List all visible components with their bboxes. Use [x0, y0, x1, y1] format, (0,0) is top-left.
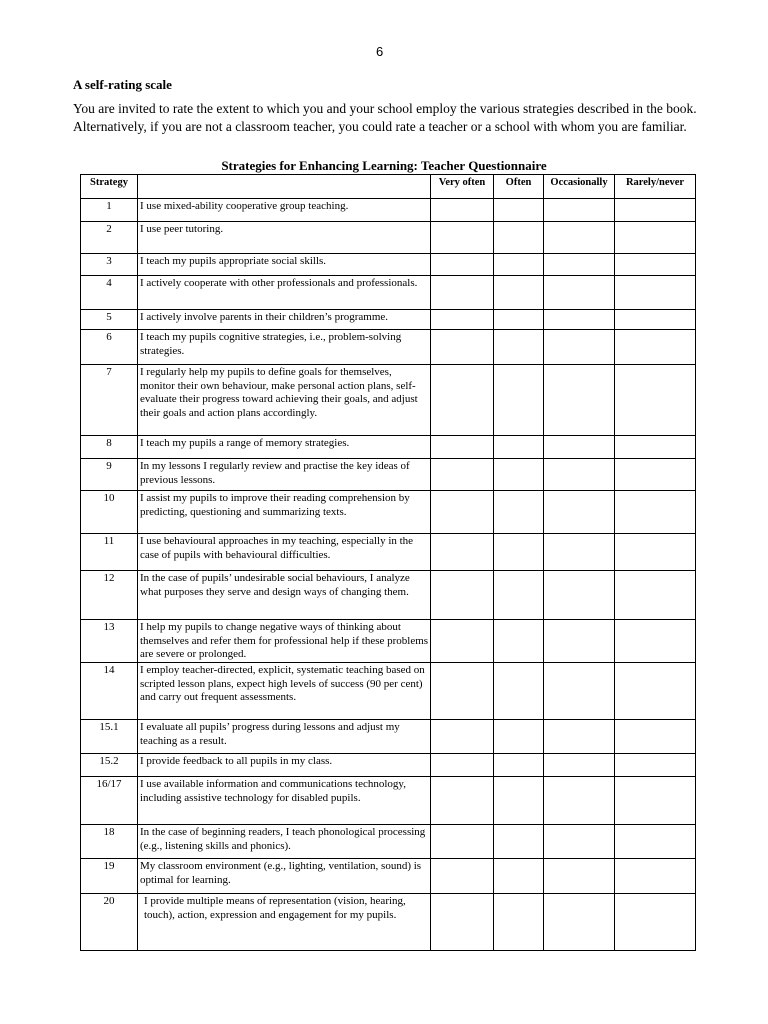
strategy-statement: In the case of beginning readers, I teach phonological processing (e.g., listening skills and phonics). [138, 825, 431, 859]
strategy-number: 14 [81, 663, 138, 720]
strategy-statement: My classroom environment (e.g., lighting, ventilation, sound) is optimal for learning. [138, 859, 431, 894]
table-row [81, 436, 696, 459]
table-row [81, 310, 696, 330]
strategy-number: 5 [81, 310, 138, 330]
section-heading: A self-rating scale [73, 77, 172, 92]
strategy-statement: In the case of pupils’ undesirable social behaviours, I analyze what purposes they serve and design ways of changing them. [138, 571, 431, 620]
strategy-statement: I teach my pupils cognitive strategies, i.e., problem-solving strategies. [138, 330, 431, 365]
rating-cell-very-often[interactable] [431, 859, 494, 894]
rating-cell-often[interactable] [494, 222, 544, 254]
rating-cell-very-often[interactable] [431, 222, 494, 254]
rating-cell-very-often[interactable] [431, 534, 494, 571]
rating-cell-rarely-never[interactable] [615, 825, 696, 859]
table-row [81, 491, 696, 534]
strategy-statement: I teach my pupils a range of memory strategies. [138, 436, 431, 459]
table-row [81, 534, 696, 571]
col-header-rarely-never: Rarely/never [615, 175, 696, 199]
strategy-statement: I regularly help my pupils to define goals for themselves, monitor their own behaviour, make personal action plans, self-evaluate their progress toward achieving their goals, and adjust their goals and action plans accordingly. [138, 365, 431, 436]
table-row [81, 571, 696, 620]
rating-cell-rarely-never[interactable] [615, 754, 696, 777]
table-row [81, 199, 696, 222]
rating-cell-often[interactable] [494, 436, 544, 459]
rating-cell-rarely-never[interactable] [615, 620, 696, 663]
table-row [81, 222, 696, 254]
strategy-number: 18 [81, 825, 138, 859]
rating-cell-occasionally[interactable] [544, 436, 615, 459]
strategy-statement: I provide multiple means of representation (vision, hearing, touch), action, expression and engagement for my pupils. [138, 894, 431, 951]
rating-cell-rarely-never[interactable] [615, 663, 696, 720]
rating-cell-very-often[interactable] [431, 491, 494, 534]
strategy-number: 11 [81, 534, 138, 571]
rating-cell-very-often[interactable] [431, 199, 494, 222]
rating-cell-often[interactable] [494, 534, 544, 571]
rating-cell-occasionally[interactable] [544, 222, 615, 254]
rating-cell-often[interactable] [494, 777, 544, 825]
rating-cell-very-often[interactable] [431, 720, 494, 754]
strategy-statement: I actively involve parents in their children’s programme. [138, 310, 431, 330]
rating-cell-rarely-never[interactable] [615, 276, 696, 310]
table-row [81, 663, 696, 720]
rating-cell-occasionally[interactable] [544, 330, 615, 365]
rating-cell-occasionally[interactable] [544, 534, 615, 571]
rating-cell-often[interactable] [494, 310, 544, 330]
rating-cell-occasionally[interactable] [544, 491, 615, 534]
strategy-statement: I evaluate all pupils’ progress during lessons and adjust my teaching as a result. [138, 720, 431, 754]
rating-cell-occasionally[interactable] [544, 720, 615, 754]
strategy-number: 1 [81, 199, 138, 222]
questionnaire-table [80, 174, 696, 951]
strategy-statement: I use available information and communications technology, including assistive technology for disabled pupils. [138, 777, 431, 825]
strategy-statement: I help my pupils to change negative ways of thinking about themselves and refer them for professional help if these problems are severe or prolonged. [138, 620, 431, 663]
rating-cell-rarely-never[interactable] [615, 777, 696, 825]
rating-cell-often[interactable] [494, 491, 544, 534]
strategy-number: 4 [81, 276, 138, 310]
col-header-often: Often [494, 175, 544, 199]
rating-cell-rarely-never[interactable] [615, 330, 696, 365]
rating-cell-occasionally[interactable] [544, 663, 615, 720]
rating-cell-often[interactable] [494, 276, 544, 310]
rating-cell-occasionally[interactable] [544, 754, 615, 777]
table-row [81, 459, 696, 491]
rating-cell-often[interactable] [494, 330, 544, 365]
rating-cell-occasionally[interactable] [544, 254, 615, 276]
rating-cell-occasionally[interactable] [544, 365, 615, 436]
col-header-strategy: Strategy [81, 175, 138, 199]
rating-cell-very-often[interactable] [431, 254, 494, 276]
rating-cell-often[interactable] [494, 859, 544, 894]
rating-cell-occasionally[interactable] [544, 894, 615, 951]
rating-cell-occasionally[interactable] [544, 620, 615, 663]
strategy-number: 8 [81, 436, 138, 459]
strategy-number: 10 [81, 491, 138, 534]
strategy-number: 20 [81, 894, 138, 951]
rating-cell-rarely-never[interactable] [615, 199, 696, 222]
rating-cell-often[interactable] [494, 825, 544, 859]
rating-cell-rarely-never[interactable] [615, 436, 696, 459]
rating-cell-often[interactable] [494, 754, 544, 777]
rating-cell-rarely-never[interactable] [615, 491, 696, 534]
rating-cell-very-often[interactable] [431, 663, 494, 720]
table-row [81, 777, 696, 825]
rating-cell-often[interactable] [494, 254, 544, 276]
rating-cell-very-often[interactable] [431, 894, 494, 951]
rating-cell-occasionally[interactable] [544, 859, 615, 894]
col-header-very-often: Very often [431, 175, 494, 199]
rating-cell-rarely-never[interactable] [615, 459, 696, 491]
strategy-number: 16/17 [81, 777, 138, 825]
strategy-statement: I actively cooperate with other professionals and professionals. [138, 276, 431, 310]
strategy-statement: I assist my pupils to improve their reading comprehension by predicting, questioning and summarizing texts. [138, 491, 431, 534]
strategy-number: 13 [81, 620, 138, 663]
strategy-number: 6 [81, 330, 138, 365]
rating-cell-rarely-never[interactable] [615, 254, 696, 276]
table-row [81, 754, 696, 777]
header-row [81, 175, 696, 199]
rating-cell-very-often[interactable] [431, 459, 494, 491]
rating-cell-often[interactable] [494, 459, 544, 491]
rating-cell-very-often[interactable] [431, 436, 494, 459]
table-row [81, 825, 696, 859]
strategy-number: 15.1 [81, 720, 138, 754]
strategy-statement: I use behavioural approaches in my teaching, especially in the case of pupils with behavioural difficulties. [138, 534, 431, 571]
strategy-statement: I use mixed-ability cooperative group teaching. [138, 199, 431, 222]
strategy-statement: I provide feedback to all pupils in my class. [138, 754, 431, 777]
col-header-statement [138, 175, 431, 199]
rating-cell-rarely-never[interactable] [615, 222, 696, 254]
rating-cell-occasionally[interactable] [544, 459, 615, 491]
strategy-statement: I employ teacher-directed, explicit, systematic teaching based on scripted lesson plans, expect high levels of success (90 per cent) and carry out frequent assessments. [138, 663, 431, 720]
rating-cell-very-often[interactable] [431, 754, 494, 777]
col-header-occasionally: Occasionally [544, 175, 615, 199]
strategy-number: 3 [81, 254, 138, 276]
rating-cell-often[interactable] [494, 571, 544, 620]
table-row [81, 894, 696, 951]
strategy-number: 15.2 [81, 754, 138, 777]
rating-cell-occasionally[interactable] [544, 199, 615, 222]
table-row [81, 330, 696, 365]
strategy-number: 2 [81, 222, 138, 254]
rating-cell-rarely-never[interactable] [615, 720, 696, 754]
strategy-number: 9 [81, 459, 138, 491]
rating-cell-rarely-never[interactable] [615, 894, 696, 951]
rating-cell-rarely-never[interactable] [615, 310, 696, 330]
rating-cell-often[interactable] [494, 894, 544, 951]
rating-cell-occasionally[interactable] [544, 310, 615, 330]
rating-cell-rarely-never[interactable] [615, 534, 696, 571]
table-row [81, 720, 696, 754]
strategy-number: 19 [81, 859, 138, 894]
rating-cell-very-often[interactable] [431, 825, 494, 859]
rating-cell-occasionally[interactable] [544, 777, 615, 825]
strategy-number: 12 [81, 571, 138, 620]
rating-cell-often[interactable] [494, 199, 544, 222]
strategy-statement: I use peer tutoring. [138, 222, 431, 254]
rating-cell-occasionally[interactable] [544, 571, 615, 620]
rating-cell-very-often[interactable] [431, 620, 494, 663]
strategy-statement: I teach my pupils appropriate social skills. [138, 254, 431, 276]
rating-cell-very-often[interactable] [431, 365, 494, 436]
rating-cell-often[interactable] [494, 720, 544, 754]
strategy-statement: In my lessons I regularly review and practise the key ideas of previous lessons. [138, 459, 431, 491]
table-title: Strategies for Enhancing Learning: Teacher Questionnaire [221, 158, 547, 173]
table-row [81, 859, 696, 894]
rating-cell-occasionally[interactable] [544, 825, 615, 859]
table-row [81, 365, 696, 436]
rating-cell-occasionally[interactable] [544, 276, 615, 310]
table-row [81, 620, 696, 663]
rating-cell-very-often[interactable] [431, 571, 494, 620]
rating-cell-often[interactable] [494, 663, 544, 720]
rating-cell-very-often[interactable] [431, 276, 494, 310]
table-row [81, 254, 696, 276]
rating-cell-very-often[interactable] [431, 330, 494, 365]
rating-cell-rarely-never[interactable] [615, 859, 696, 894]
rating-cell-rarely-never[interactable] [615, 365, 696, 436]
rating-cell-very-often[interactable] [431, 777, 494, 825]
table-row [81, 276, 696, 310]
intro-paragraph: You are invited to rate the extent to which you and your school employ the various strategies described in the book. Alternatively, if you are not a classroom teacher, you could rate a teacher or a school with whom you are familiar. [73, 101, 697, 134]
page-number: 6 [376, 44, 384, 59]
rating-cell-often[interactable] [494, 365, 544, 436]
rating-cell-often[interactable] [494, 620, 544, 663]
rating-cell-rarely-never[interactable] [615, 571, 696, 620]
strategy-number: 7 [81, 365, 138, 436]
rating-cell-very-often[interactable] [431, 310, 494, 330]
